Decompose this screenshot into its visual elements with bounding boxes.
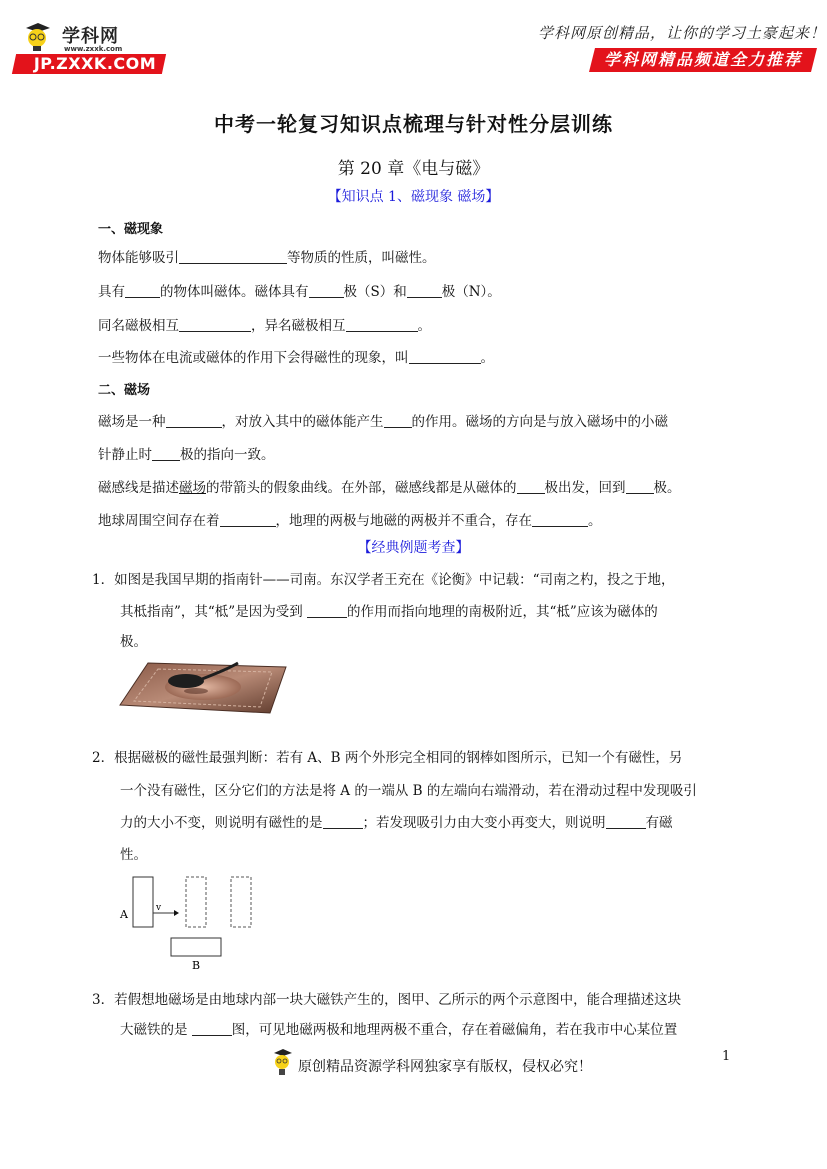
- text: 具有: [98, 284, 125, 300]
- fill-line: [98, 314, 431, 334]
- text: 其柢指南”，其“柢”是因为受到: [120, 604, 307, 620]
- text: 若假想地磁场是由地球内部一块大磁铁产生的，图甲、乙所示的两个示意图中，能合理描述这块: [114, 992, 682, 1008]
- logo-banner-text[interactable]: JP.ZXXK.COM: [33, 54, 157, 73]
- text: ，对放入其中的磁体能产生: [221, 414, 384, 430]
- text: 。: [588, 513, 602, 529]
- mascot-icon: [22, 22, 52, 52]
- text: ，地理的两极与地磁的两极并不重合，存在: [275, 513, 532, 529]
- answer-blank[interactable]: [532, 512, 588, 527]
- text: 磁场是一种: [98, 414, 166, 430]
- fill-line: [98, 246, 436, 266]
- knowledge-point-heading: 【知识点 1、磁现象 磁场】: [327, 189, 500, 205]
- answer-blank[interactable]: [606, 814, 646, 829]
- answer-blank[interactable]: [179, 249, 287, 264]
- page-title: 中考一轮复习知识点梳理与针对性分层训练: [214, 112, 613, 136]
- section-heading: 一、磁现象: [98, 222, 164, 237]
- question-2-line: [98, 779, 697, 799]
- question-3: [92, 988, 681, 1008]
- question-2-line: [98, 811, 673, 831]
- logo-url: www.zxxk.com: [64, 45, 123, 53]
- question-2: [92, 746, 682, 766]
- answer-blank[interactable]: [409, 349, 481, 364]
- text: ，异名磁极相互: [251, 318, 346, 334]
- fill-line: [98, 346, 494, 366]
- fill-line: [98, 509, 602, 529]
- text: 磁感线是描述: [98, 480, 179, 496]
- recommend-banner: 学科网精品频道全力推荐: [603, 50, 802, 69]
- page-number: 1: [722, 1049, 731, 1064]
- svg-text:B: B: [192, 959, 201, 972]
- examples-heading: 【经典例题考查】: [357, 540, 470, 556]
- copyright-notice: 原创精品资源学科网独家享有版权，侵权必究！: [298, 1059, 592, 1075]
- text: 的作用。磁场的方向是与放入磁场中的小磁: [411, 414, 668, 430]
- text: 极（N）。: [441, 284, 501, 300]
- mascot-icon: [270, 1048, 294, 1078]
- logo-text: 学科网: [62, 26, 119, 47]
- text: 极（S）和: [343, 284, 407, 300]
- fill-line: [98, 280, 501, 300]
- text: 一些物体在电流或磁体的作用下会得磁性的现象，叫: [98, 350, 409, 366]
- text: 极出发，回到: [544, 480, 626, 496]
- question-number: 2．: [92, 750, 115, 766]
- text: ；若发现吸引力由大变小再变大，则说明: [362, 815, 606, 831]
- answer-blank[interactable]: [166, 413, 222, 428]
- answer-blank[interactable]: [384, 413, 412, 428]
- question-1-line: [98, 630, 147, 650]
- text: 如图是我国早期的指南针——司南。东汉学者王充在《论衡》中记载：“司南之杓，投之于地，: [114, 572, 675, 588]
- text: 性。: [120, 847, 147, 863]
- chapter-title: 第 20 章《电与磁》: [337, 159, 490, 179]
- text: 物体能够吸引: [98, 250, 179, 266]
- answer-blank[interactable]: [407, 283, 442, 298]
- text: 一个没有磁性，区分它们的方法是将 A 的一端从 B 的左端向右端滑动，若在滑动过程中发现吸引: [120, 783, 697, 799]
- text: 。: [480, 350, 494, 366]
- question-number: 3．: [92, 992, 115, 1008]
- text: 地球周围空间存在着: [98, 513, 220, 529]
- answer-blank[interactable]: [220, 512, 276, 527]
- answer-blank[interactable]: [517, 479, 545, 494]
- answer-blank[interactable]: [346, 317, 418, 332]
- text: 有磁: [645, 815, 673, 831]
- question-number: 1．: [92, 572, 115, 588]
- svg-text:v: v: [156, 903, 162, 913]
- text: 的物体叫磁体。磁体具有: [160, 284, 309, 300]
- text: 同名磁极相互: [98, 318, 179, 334]
- answer-blank[interactable]: [626, 479, 654, 494]
- fill-line: [98, 443, 275, 463]
- underlined-term: 磁场: [179, 480, 206, 496]
- question-3-line: [98, 1018, 677, 1038]
- answer-blank[interactable]: [179, 317, 251, 332]
- text: 针静止时: [98, 447, 152, 463]
- text: 的作用而指向地理的南极附近，其“柢”应该为磁体的: [347, 604, 658, 620]
- text: 图，可见地磁两极和地理两极不重合，存在着磁偏角，若在我市中心某位置: [231, 1022, 678, 1038]
- text: 大磁铁的是: [120, 1022, 192, 1038]
- answer-blank[interactable]: [125, 283, 160, 298]
- slogan: 学科网原创精品，让你的学习土豪起来！: [538, 24, 827, 42]
- svg-text:A: A: [120, 908, 128, 921]
- answer-blank[interactable]: [323, 814, 363, 829]
- steel-bars-diagram: [112, 870, 272, 975]
- zxxk-logo[interactable]: [14, 18, 174, 78]
- fill-line: [98, 476, 681, 496]
- text: 极。: [120, 634, 147, 650]
- text: 等物质的性质，叫磁性。: [287, 250, 436, 266]
- section-heading: 二、磁场: [98, 383, 151, 398]
- text: 极的指向一致。: [180, 447, 275, 463]
- question-1-line: [98, 600, 658, 620]
- answer-blank[interactable]: [309, 283, 344, 298]
- text: 。: [417, 318, 431, 334]
- sinan-compass-image: [118, 657, 288, 715]
- answer-blank[interactable]: [307, 603, 347, 618]
- question-2-line: [98, 843, 147, 863]
- text: 力的大小不变，则说明有磁性的是: [120, 815, 323, 831]
- answer-blank[interactable]: [152, 446, 180, 461]
- fill-line: [98, 410, 668, 430]
- answer-blank[interactable]: [192, 1021, 232, 1036]
- text: 的带箭头的假象曲线。在外部，磁感线都是从磁体的: [206, 480, 517, 496]
- text: 根据磁极的磁性最强判断：若有 A、B 两个外形完全相同的钢棒如图所示，已知一个有磁性，另: [114, 750, 683, 766]
- question-1: [92, 568, 675, 588]
- text: 极。: [653, 480, 681, 496]
